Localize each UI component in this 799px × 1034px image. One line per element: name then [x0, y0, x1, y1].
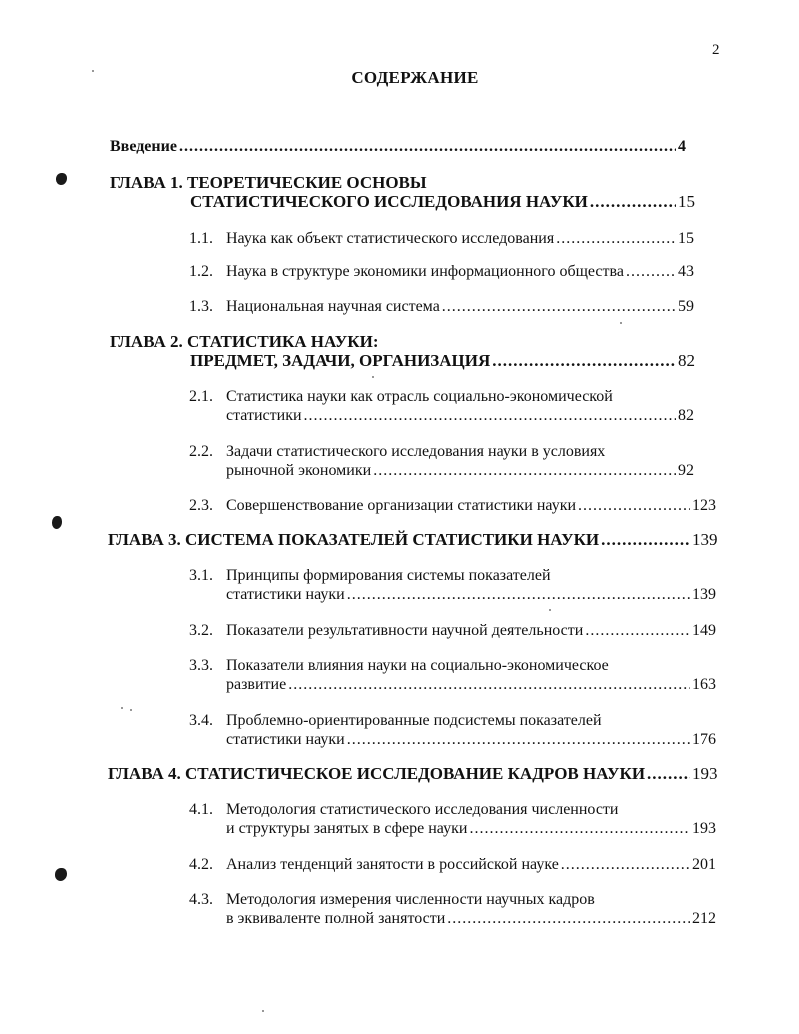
- section-number: 1.2.: [189, 263, 213, 280]
- leader-dots: [492, 351, 676, 371]
- toc-entry-label: Принципы формирования системы показателей: [226, 567, 551, 584]
- leader-dots: [590, 192, 676, 212]
- page-title: СОДЕРЖАНИЕ: [351, 68, 479, 87]
- toc-entry-label: Анализ тенденций занятости в российской науке: [226, 856, 559, 873]
- toc-page-number: 193: [692, 820, 716, 837]
- toc-entry-section[interactable]: [226, 909, 722, 929]
- section-number: 2.3.: [189, 497, 213, 514]
- scan-speck: [262, 1010, 264, 1012]
- toc-entry-chapter-2[interactable]: [190, 351, 708, 371]
- toc-entry-label: Введение: [110, 138, 177, 155]
- section-number: 1.1.: [189, 230, 213, 247]
- toc-page-number: 201: [692, 856, 716, 873]
- toc-entry-label: ПРЕДМЕТ, ЗАДАЧИ, ОРГАНИЗАЦИЯ: [190, 351, 491, 370]
- toc-entry-section[interactable]: [226, 855, 722, 875]
- toc-entry-label: Наука в структуре экономики информационного общества: [226, 263, 624, 280]
- toc-entry-section[interactable]: [226, 675, 722, 695]
- toc-page-number: 139: [692, 530, 718, 549]
- scan-speck: [92, 70, 94, 72]
- toc-entry-label: и структуры занятых в сфере науки: [226, 820, 468, 837]
- toc-entry-label: Статистика науки как отрасль социально-экономической: [226, 388, 613, 405]
- toc-page-number: 15: [678, 230, 694, 247]
- leader-dots: [347, 585, 690, 605]
- toc-entry-label: Проблемно-ориентированные подсистемы показателей: [226, 712, 602, 729]
- section-number: 4.1.: [189, 801, 213, 818]
- toc-entry-label: развитие: [226, 676, 287, 693]
- toc-entry-chapter-1[interactable]: [190, 192, 708, 212]
- toc-entry-label: рыночной экономики: [226, 462, 372, 479]
- scan-blot: [55, 868, 67, 881]
- leader-dots: [647, 764, 690, 784]
- section-number: 3.1.: [189, 567, 213, 584]
- toc-entry-label: Национальная научная система: [226, 298, 440, 315]
- toc-entry-label: Задачи статистического исследования науки в условиях: [226, 443, 606, 460]
- toc-entry-label: СТАТИСТИЧЕСКОГО ИССЛЕДОВАНИЯ НАУКИ: [190, 192, 588, 211]
- toc-page-number: 92: [678, 462, 694, 479]
- toc-entry-section[interactable]: [226, 730, 722, 750]
- section-number: 4.2.: [189, 856, 213, 873]
- leader-dots: [469, 819, 690, 839]
- leader-dots: [561, 855, 690, 875]
- toc-page-number: 59: [678, 298, 694, 315]
- toc-page-number: 82: [678, 351, 695, 370]
- toc-entry-label: Показатели влияния науки на социально-экономическое: [226, 657, 609, 674]
- leader-dots: [347, 730, 690, 750]
- toc-page-number: 139: [692, 586, 716, 603]
- toc-page-number: 4: [678, 138, 686, 155]
- section-number: 2.1.: [189, 388, 213, 405]
- toc-entry-label: статистики: [226, 407, 302, 424]
- leader-dots: [304, 406, 676, 426]
- toc-page-number: 212: [692, 910, 716, 927]
- scan-blot: [52, 516, 62, 529]
- section-number: 2.2.: [189, 443, 213, 460]
- toc-entry-label: ГЛАВА 4. СТАТИСТИЧЕСКОЕ ИССЛЕДОВАНИЕ КАДРОВ НАУКИ: [108, 764, 646, 783]
- toc-entry-label: Показатели результативности научной деятельности: [226, 622, 584, 639]
- toc-entry-label: Наука как объект статистического исследования: [226, 230, 555, 247]
- leader-dots: [626, 262, 676, 282]
- toc-page-number: 43: [678, 263, 694, 280]
- toc-entry-section[interactable]: [226, 297, 708, 317]
- toc-entry-label: Совершенствование организации статистики науки: [226, 497, 577, 514]
- scan-speck: [549, 609, 551, 611]
- toc-entry-section[interactable]: [226, 496, 722, 516]
- leader-dots: [585, 621, 690, 641]
- toc-page-number: 176: [692, 731, 716, 748]
- toc-entry-chapter-4[interactable]: [108, 764, 722, 784]
- section-number: 3.3.: [189, 657, 213, 674]
- chapter-heading: ГЛАВА 2. СТАТИСТИКА НАУКИ:: [110, 332, 379, 351]
- section-number: 4.3.: [189, 891, 213, 908]
- section-number: 3.2.: [189, 622, 213, 639]
- toc-entry-section[interactable]: [226, 229, 708, 249]
- toc-entry-section[interactable]: [226, 585, 722, 605]
- toc-entry-label: Методология измерения численности научных кадров: [226, 891, 595, 908]
- toc-page-number: 123: [692, 497, 716, 514]
- toc-entry-chapter-3[interactable]: [108, 530, 722, 550]
- toc-entry-intro[interactable]: [110, 137, 708, 157]
- leader-dots: [601, 530, 690, 550]
- page-number: 2: [712, 42, 720, 58]
- scan-speck: [121, 707, 123, 709]
- scan-speck: [620, 322, 622, 324]
- scan-blot: [56, 173, 67, 185]
- chapter-heading: ГЛАВА 1. ТЕОРЕТИЧЕСКИЕ ОСНОВЫ: [110, 173, 427, 192]
- toc-entry-label: в эквиваленте полной занятости: [226, 910, 446, 927]
- toc-page-number: 193: [692, 764, 718, 783]
- section-number: 1.3.: [189, 298, 213, 315]
- leader-dots: [179, 137, 676, 157]
- toc-entry-section[interactable]: [226, 621, 722, 641]
- toc-page-number: 163: [692, 676, 716, 693]
- toc-entry-section[interactable]: [226, 819, 722, 839]
- leader-dots: [288, 675, 690, 695]
- toc-entry-section[interactable]: [226, 262, 708, 282]
- leader-dots: [373, 461, 676, 481]
- section-number: 3.4.: [189, 712, 213, 729]
- toc-page-number: 82: [678, 407, 694, 424]
- toc-entry-label: Методология статистического исследования численности: [226, 801, 619, 818]
- toc-page-number: 15: [678, 192, 695, 211]
- leader-dots: [578, 496, 690, 516]
- toc-entry-label: статистики науки: [226, 586, 345, 603]
- scan-speck: [130, 709, 132, 711]
- leader-dots: [556, 229, 676, 249]
- toc-entry-section[interactable]: [226, 461, 708, 481]
- scan-speck: [372, 376, 374, 378]
- leader-dots: [442, 297, 676, 317]
- toc-entry-label: статистики науки: [226, 731, 345, 748]
- toc-entry-section[interactable]: [226, 406, 708, 426]
- toc-entry-label: ГЛАВА 3. СИСТЕМА ПОКАЗАТЕЛЕЙ СТАТИСТИКИ НАУКИ: [108, 530, 600, 549]
- leader-dots: [447, 909, 690, 929]
- toc-page-number: 149: [692, 622, 716, 639]
